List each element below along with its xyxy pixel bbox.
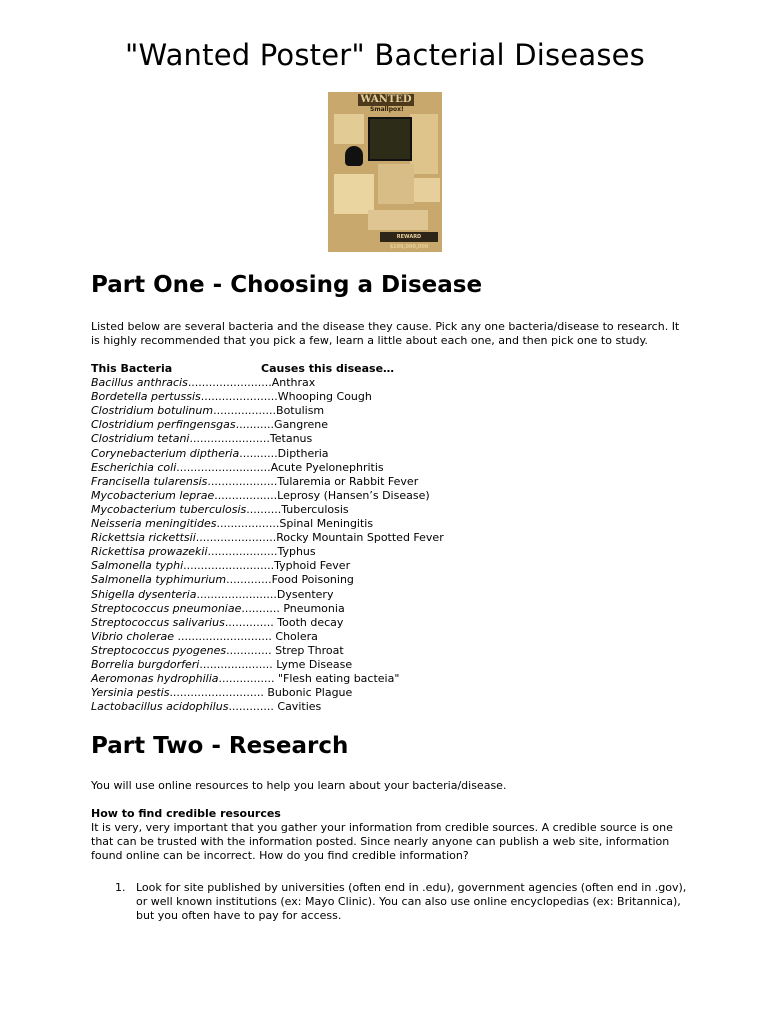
disease-name: .......................Dysentery bbox=[196, 587, 334, 601]
disease-name: ........................Anthrax bbox=[187, 376, 316, 390]
bacteria-picture bbox=[368, 117, 412, 161]
poster-note bbox=[378, 164, 414, 204]
bacteria-disease-list bbox=[91, 362, 444, 714]
bacteria-name: Salmonella typhi bbox=[91, 559, 184, 573]
bacteria-name: Streptococcus salivarius bbox=[91, 615, 225, 629]
list-item bbox=[91, 672, 444, 686]
part-two-heading: Part Two - Research bbox=[91, 733, 349, 759]
list-item bbox=[91, 616, 444, 630]
list-header bbox=[91, 362, 444, 376]
disease-name: ..........................Typhoid Fever bbox=[183, 559, 351, 573]
list-item bbox=[91, 686, 444, 700]
credible-resources-heading: How to find credible resources bbox=[91, 807, 281, 820]
disease-name: ......................Whooping Cough bbox=[200, 390, 372, 404]
bacteria-name: Salmonella typhimurium bbox=[91, 573, 227, 587]
list-item bbox=[91, 658, 444, 672]
disease-name: ..................Botulism bbox=[213, 404, 325, 418]
list-item bbox=[91, 517, 444, 531]
disease-name: ....................Tularemia or Rabbit Fever bbox=[207, 474, 419, 488]
bacteria-name: Shigella dysenteria bbox=[91, 587, 197, 601]
poster-note bbox=[368, 210, 428, 230]
list-item bbox=[91, 376, 444, 390]
bacteria-name: Neisseria meningitides bbox=[91, 517, 217, 531]
list-item bbox=[91, 489, 444, 503]
list-item bbox=[91, 432, 444, 446]
bacteria-name: Aeromonas hydrophilia bbox=[91, 672, 219, 686]
bacteria-name: Streptococcus pyogenes bbox=[91, 643, 227, 657]
part-one-intro: Listed below are several bacteria and the disease they cause. Pick any one bacteria/disease to research. It is highly recommended that you pick a few, learn a little about each one, and then pick one to study. bbox=[91, 320, 680, 347]
list-item bbox=[91, 447, 444, 461]
bacteria-name: Vibrio cholerae bbox=[91, 629, 174, 643]
bacteria-name: Francisella tularensis bbox=[91, 474, 208, 488]
poster-note bbox=[334, 114, 364, 144]
disease-name: ................ "Flesh eating bacteia" bbox=[218, 672, 400, 686]
disease-name: ........................... Cholera bbox=[173, 629, 318, 643]
list-item bbox=[91, 418, 444, 432]
disease-name: ..................Leprosy (Hansen’s Disease) bbox=[214, 488, 430, 502]
disease-name: .......................Tetanus bbox=[189, 432, 313, 446]
bacteria-name: Rickettisa prowazekii bbox=[91, 545, 208, 559]
poster-note bbox=[334, 174, 374, 214]
list-item bbox=[91, 644, 444, 658]
bacteria-name: Bordetella pertussis bbox=[91, 390, 201, 404]
poster-note bbox=[414, 178, 440, 202]
poster-note bbox=[410, 114, 438, 174]
disease-name: ........... Pneumonia bbox=[241, 601, 345, 615]
bacteria-name: Clostridium botulinum bbox=[91, 404, 214, 418]
list-item bbox=[91, 503, 444, 517]
list-item bbox=[91, 630, 444, 644]
part-two-intro: You will use online resources to help you learn about your bacteria/disease. bbox=[91, 779, 507, 792]
column-disease: Causes this disease… bbox=[261, 362, 395, 375]
disease-name: ..................Spinal Meningitis bbox=[216, 517, 374, 531]
poster-reward: REWARD $100,000,000 bbox=[380, 232, 438, 242]
disease-name: ............. Cavities bbox=[228, 700, 322, 714]
bacteria-name: Clostridium tetani bbox=[91, 432, 190, 446]
bacteria-name: Clostridium perfingensgas bbox=[91, 418, 236, 432]
poster-heading: WANTED bbox=[358, 94, 414, 106]
disease-name: .............. Tooth decay bbox=[224, 615, 344, 629]
disease-name: ...........Gangrene bbox=[235, 418, 329, 432]
credible-resources-body: It is very, very important that you gather your information from credible sources. A credible source is one that can be trusted with the information posted. Since nearly anyone can publish a web site, information found online can be incorrect. How do you find credible information? bbox=[91, 821, 673, 862]
list-item-text: Look for site published by universities (often end in .edu), government agencies (often end in .gov), or well known institutions (ex: Mayo Clinic). You can also use online encyclopedias (ex: Britannica), but you often have to pay for access. bbox=[136, 881, 687, 922]
part-one-heading: Part One - Choosing a Disease bbox=[91, 272, 483, 298]
wanted-poster-image bbox=[328, 92, 442, 252]
bacteria-name: Bacillus anthracis bbox=[91, 376, 188, 390]
list-item bbox=[91, 461, 444, 475]
skull-icon bbox=[345, 146, 363, 166]
disease-name: ..........Tuberculosis bbox=[246, 502, 349, 516]
disease-name: ..................... Lyme Disease bbox=[199, 657, 353, 671]
bacteria-name: Rickettsia rickettsii bbox=[91, 531, 196, 545]
list-item bbox=[91, 700, 444, 714]
disease-name: ....................Typhus bbox=[207, 545, 316, 559]
list-item bbox=[91, 573, 444, 587]
disease-name: ........................... Bubonic Plague bbox=[169, 686, 353, 700]
list-item bbox=[91, 404, 444, 418]
bacteria-name: Lactobacillus acidophilus bbox=[91, 700, 229, 714]
disease-name: ...........................Acute Pyelonephritis bbox=[176, 460, 384, 474]
list-item bbox=[91, 545, 444, 559]
page-title: "Wanted Poster" Bacterial Diseases bbox=[125, 38, 645, 72]
list-number: 1. bbox=[115, 881, 126, 894]
list-item bbox=[91, 475, 444, 489]
bacteria-name: Borrelia burgdorferi bbox=[91, 657, 200, 671]
bacteria-name: Streptococcus pneumoniae bbox=[91, 601, 242, 615]
disease-name: ............. Strep Throat bbox=[226, 643, 344, 657]
bacteria-name: Corynebacterium diptheria bbox=[91, 446, 240, 460]
bacteria-name: Mycobacterium tuberculosis bbox=[91, 502, 247, 516]
bacteria-name: Escherichia coli bbox=[91, 460, 177, 474]
disease-name: .............Food Poisoning bbox=[226, 573, 354, 587]
bacteria-name: Mycobacterium leprae bbox=[91, 488, 215, 502]
list-item bbox=[91, 390, 444, 404]
list-item bbox=[91, 531, 444, 545]
list-item bbox=[91, 602, 444, 616]
disease-name: .......................Rocky Mountain Spotted Fever bbox=[195, 531, 444, 545]
poster-subheading: Smallpox! bbox=[370, 106, 404, 113]
list-item bbox=[91, 588, 444, 602]
list-item bbox=[91, 559, 444, 573]
bacteria-name: Yersinia pestis bbox=[91, 686, 170, 700]
disease-name: ...........Diptheria bbox=[239, 446, 329, 460]
column-bacteria: This Bacteria bbox=[91, 362, 173, 375]
